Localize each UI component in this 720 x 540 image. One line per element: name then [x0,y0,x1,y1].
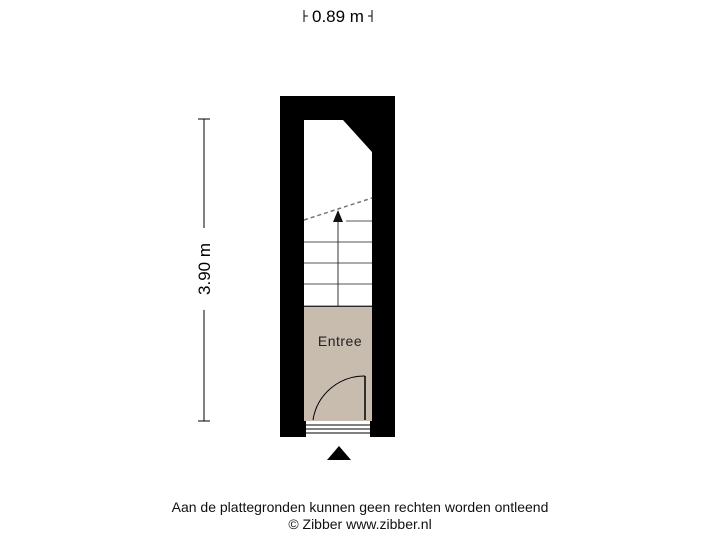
width-dimension-label: 0.89 m [312,7,364,26]
entree-floor [304,307,372,421]
disclaimer-text: Aan de plattegronden kunnen geen rechten worden ontleend [171,499,549,515]
threshold [306,421,370,437]
credit-text: © Zibber www.zibber.nl [288,516,432,532]
width-dimension [304,7,372,26]
height-dimension-label: 3.90 m [195,243,214,295]
height-dimension [195,119,214,421]
room-label-entree: Entree [317,333,363,349]
entrance-arrow-icon [327,446,351,460]
